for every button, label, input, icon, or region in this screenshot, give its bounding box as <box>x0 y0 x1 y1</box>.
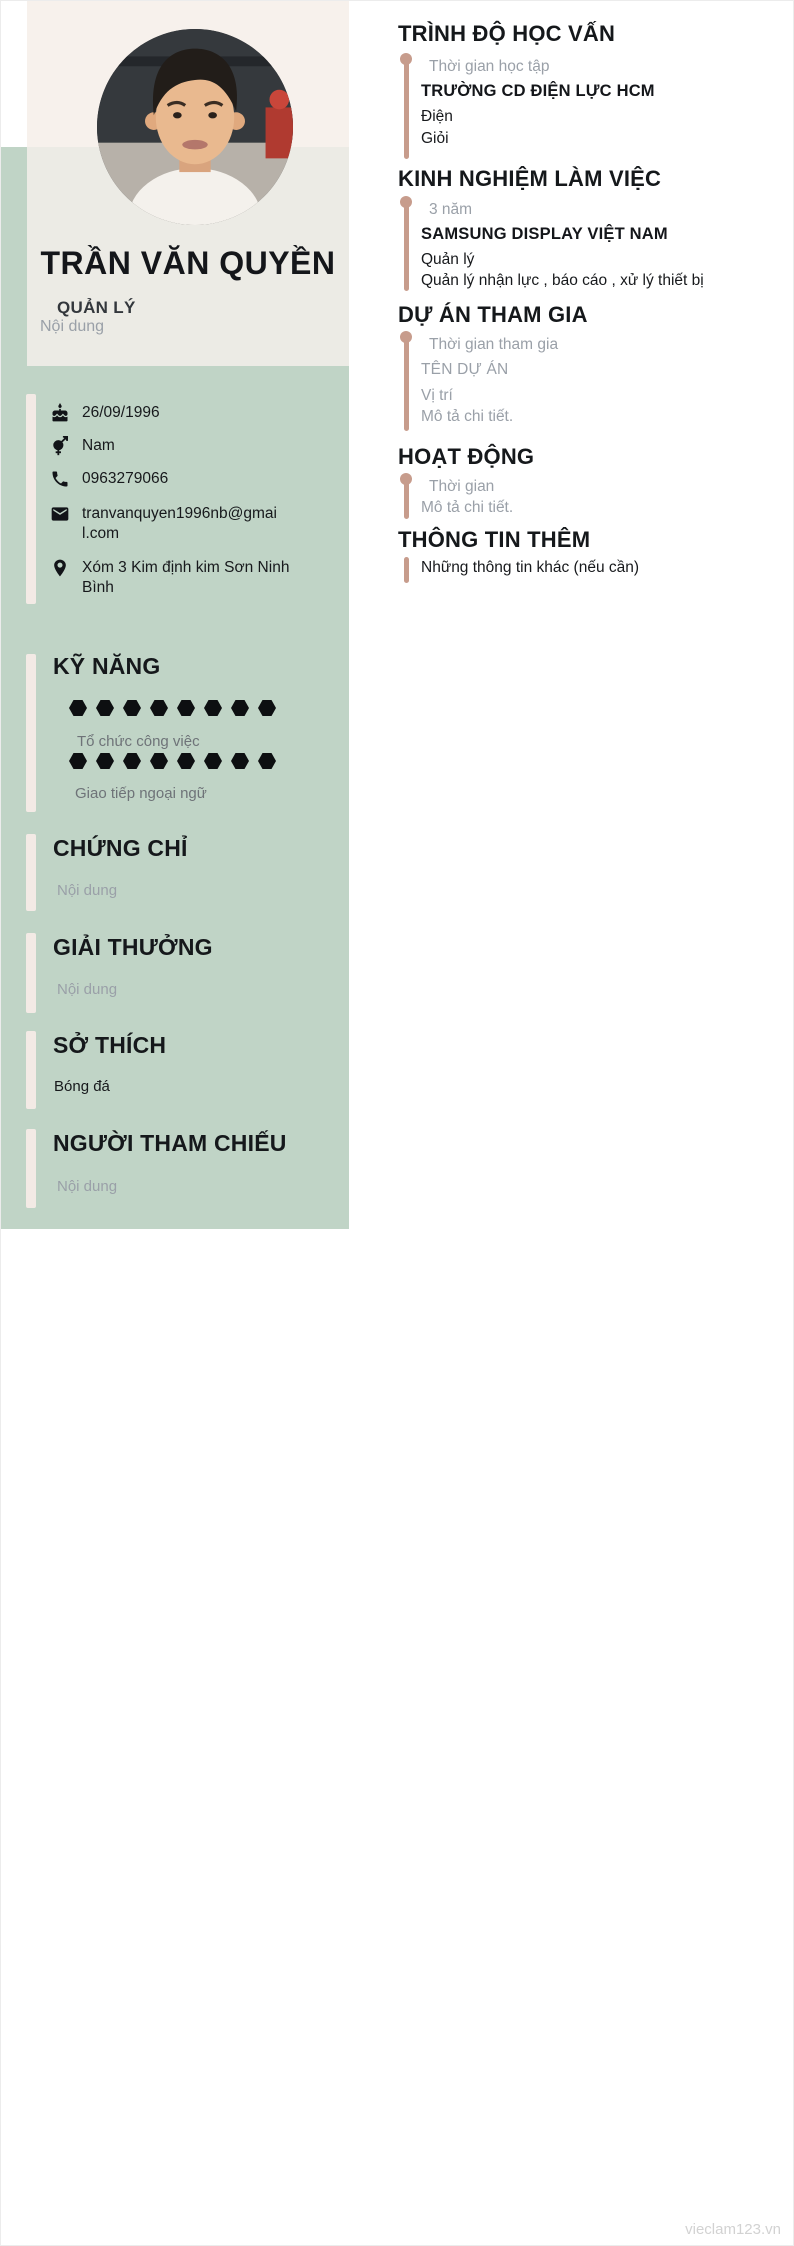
candidate-name: TRẦN VĂN QUYỀN <box>40 245 336 281</box>
skill-dot <box>177 753 195 769</box>
certificates-heading: CHỨNG CHỈ <box>53 835 188 861</box>
skill-dot <box>69 700 87 716</box>
timeline-line <box>404 335 409 431</box>
gender-value: Nam <box>82 437 115 454</box>
skill-dot <box>150 753 168 769</box>
skill-level-dots <box>69 700 276 716</box>
projects-description: Mô tả chi tiết. <box>421 408 514 425</box>
awards-content: Nội dung <box>57 981 118 998</box>
contact-row-address <box>50 558 294 598</box>
skill-level-dots <box>69 753 276 769</box>
skill-dot <box>204 700 222 716</box>
experience-position: Quản lý <box>421 251 475 268</box>
skill-dot <box>123 753 141 769</box>
contact-row-gender <box>50 436 294 456</box>
skill-dot <box>123 700 141 716</box>
birthday-value: 26/09/1996 <box>82 404 160 421</box>
contact-row-email <box>50 504 280 544</box>
activities-description: Mô tả chi tiết. <box>421 499 514 516</box>
skill-label: Giao tiếp ngoại ngữ <box>75 785 207 802</box>
references-heading: NGƯỜI THAM CHIẾU <box>53 1130 287 1156</box>
skill-dot <box>150 700 168 716</box>
profile-photo <box>97 29 293 225</box>
references-section-bar <box>26 1129 36 1208</box>
experience-description: Quản lý nhận lực , báo cáo , xử lý thiết bị <box>421 272 704 289</box>
hobbies-section-bar <box>26 1031 36 1109</box>
contact-row-birthday <box>50 403 294 423</box>
address-value: Xóm 3 Kim định kim Sơn Ninh Bình <box>82 559 290 596</box>
skill-dot <box>69 753 87 769</box>
contact-row-phone <box>50 469 294 489</box>
certificates-content: Nội dung <box>57 882 118 899</box>
portrait-illustration <box>97 29 293 225</box>
certificates-section-bar <box>26 834 36 911</box>
skill-dot <box>204 753 222 769</box>
experience-company: SAMSUNG DISPLAY VIỆT NAM <box>421 225 668 243</box>
projects-heading: DỰ ÁN THAM GIA <box>398 302 588 327</box>
skill-dot <box>96 700 114 716</box>
contact-section-bar <box>26 394 36 604</box>
skill-dot <box>231 700 249 716</box>
gender-icon <box>50 436 70 456</box>
education-heading: TRÌNH ĐỘ HỌC VẤN <box>398 21 616 46</box>
experience-heading: KINH NGHIỆM LÀM VIỆC <box>398 166 662 191</box>
hobbies-content: Bóng đá <box>54 1078 110 1095</box>
skill-label: Tổ chức công việc <box>77 733 200 750</box>
references-content: Nội dung <box>57 1178 118 1195</box>
awards-section-bar <box>26 933 36 1013</box>
additional-heading: THÔNG TIN THÊM <box>398 527 591 552</box>
phone-icon <box>50 469 70 489</box>
skills-heading: KỸ NĂNG <box>53 653 161 679</box>
projects-position: Vị trí <box>421 387 453 404</box>
additional-content: Những thông tin khác (nếu cần) <box>421 559 640 576</box>
email-icon <box>50 504 70 524</box>
timeline-line <box>404 57 409 159</box>
skill-dot <box>258 753 276 769</box>
education-grade: Giỏi <box>421 130 449 147</box>
skill-dot <box>96 753 114 769</box>
awards-heading: GIẢI THƯỞNG <box>53 934 213 960</box>
timeline-line <box>404 477 409 519</box>
experience-time: 3 năm <box>429 201 473 218</box>
skill-dot <box>231 753 249 769</box>
education-major: Điện <box>421 108 453 125</box>
skill-dot <box>177 700 195 716</box>
hobbies-heading: SỞ THÍCH <box>53 1032 167 1058</box>
education-school: TRƯỜNG CD ĐIỆN LỰC HCM <box>421 82 655 100</box>
location-pin-icon <box>50 558 70 578</box>
activities-heading: HOẠT ĐỘNG <box>398 444 535 469</box>
timeline-line <box>404 200 409 291</box>
skill-dot <box>258 700 276 716</box>
activities-time: Thời gian <box>429 478 495 495</box>
summary-placeholder: Nội dung <box>40 318 105 335</box>
skills-section-bar <box>26 654 36 812</box>
job-title: QUẢN LÝ <box>57 298 136 317</box>
timeline-line <box>404 557 409 583</box>
projects-time: Thời gian tham gia <box>429 336 559 353</box>
vieclam123-watermark: vieclam123.vn <box>685 2221 781 2238</box>
birthday-cake-icon <box>50 403 70 423</box>
email-value: tranvanquyen1996nb@gmail.com <box>82 505 277 542</box>
projects-name: TÊN DỰ ÁN <box>421 361 509 378</box>
phone-value: 0963279066 <box>82 470 169 487</box>
education-time: Thời gian học tập <box>429 58 550 75</box>
